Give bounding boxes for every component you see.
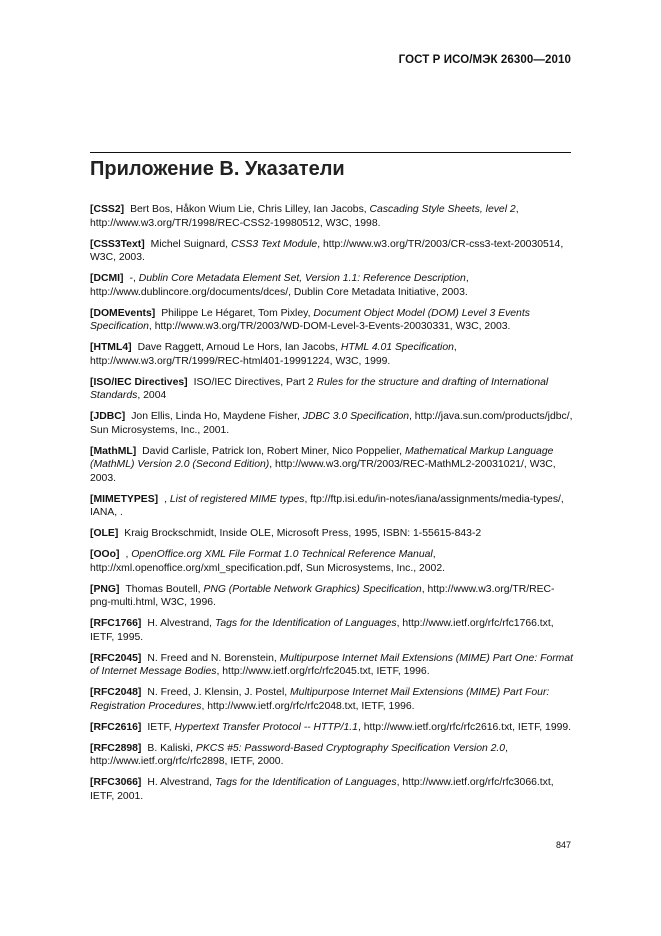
reference-title: List of registered MIME types [169, 493, 305, 505]
reference-item [90, 652, 575, 679]
reference-item [90, 376, 575, 403]
reference-item [90, 776, 575, 803]
reference-source: , http://java.sun.com/products/jdbc/, Sun Microsystems, Inc., 2001. [90, 411, 573, 436]
reference-key: [DOMEvents] [90, 307, 156, 319]
reference-text: H. Alvestrand, [147, 618, 215, 629]
reference-source: , http://www.ietf.org/rfc/rfc1766.txt, IETF, 1995. [90, 618, 554, 643]
reference-text: Michel Suignard, [150, 238, 231, 250]
reference-key: [RFC3066] [90, 777, 142, 788]
reference-item [90, 341, 575, 368]
reference-source: , http://www.ietf.org/rfc/rfc2048.txt, IETF, 1996. [201, 700, 415, 712]
reference-item [90, 583, 575, 610]
reference-key: [MIMETYPES] [90, 493, 159, 505]
reference-item [90, 238, 575, 265]
reference-source: , http://www.ietf.org/rfc/rfc2045.txt, IETF, 1996. [216, 666, 430, 677]
reference-title: Cascading Style Sheets, level 2 [369, 204, 516, 215]
reference-key: [OOo] [90, 549, 120, 560]
reference-title: Multipurpose Internet Mail Extensions (MIME) Part One: Format of Internet Message Bodies [90, 652, 574, 677]
reference-key: [RFC1766] [90, 618, 142, 629]
reference-title: Mathematical Markup Language (MathML) Version 2.0 (Second Edition) [90, 445, 554, 470]
reference-title: HTML 4.01 Specification [340, 342, 454, 353]
reference-source: , http://www.ietf.org/rfc/rfc2898, IETF, 2000. [90, 742, 508, 767]
reference-text: , [164, 493, 170, 505]
reference-source: , http://www.w3.org/TR/2003/WD-DOM-Level-3-Events-20030331, W3C, 2003. [148, 321, 511, 332]
reference-title: Multipurpose Internet Mail Extensions (MIME) Part Four: Registration Procedures [90, 687, 550, 712]
title-rule [90, 152, 571, 153]
reference-item [90, 445, 575, 486]
reference-source: , http://www.dublincore.org/documents/dces/, Dublin Core Metadata Initiative, 2003. [90, 273, 469, 298]
reference-item [90, 307, 575, 334]
reference-text: -, [129, 273, 139, 284]
reference-item [90, 686, 575, 713]
reference-source: , http://www.ietf.org/rfc/rfc2616.txt, IETF, 1999. [357, 721, 572, 733]
page-number: 847 [555, 840, 571, 850]
reference-text: Dave Raggett, Arnoud Le Hors, Ian Jacobs, [137, 342, 341, 353]
reference-source: , ftp://ftp.isi.edu/in-notes/iana/assignments/media-types/, IANA, . [90, 493, 564, 518]
reference-text: B. Kaliski, [147, 742, 196, 754]
reference-title: Hypertext Transfer Protocol -- HTTP/1.1 [174, 721, 358, 733]
reference-text: Philippe Le Hégaret, Tom Pixley, [161, 307, 314, 319]
reference-title: OpenOffice.org XML File Format 1.0 Technical Reference Manual [131, 549, 433, 560]
reference-title: Dublin Core Metadata Element Set, Version 1.1: Reference Description [138, 273, 466, 284]
reference-text: David Carlisle, Patrick Ion, Robert Miner, Nico Poppelier, [142, 445, 405, 457]
reference-text: ISO/IEC Directives, Part 2 [193, 376, 317, 388]
reference-key: [MathML] [90, 445, 137, 457]
reference-item [90, 742, 575, 769]
reference-text: Bert Bos, Håkon Wium Lie, Chris Lilley, Ian Jacobs, [130, 204, 370, 215]
reference-key: [RFC2898] [90, 742, 142, 754]
reference-text: N. Freed and N. Borenstein, [147, 652, 280, 664]
page-title: Приложение В. Указатели [90, 158, 345, 180]
reference-title: Tags for the Identification of Languages [214, 618, 397, 629]
reference-text: N. Freed, J. Klensin, J. Postel, [147, 687, 291, 698]
reference-text: , [125, 549, 132, 560]
reference-text: H. Alvestrand, [147, 777, 215, 788]
reference-source: , http://www.w3.org/TR/2003/REC-MathML2-20031021/, W3C, 2003. [90, 459, 556, 484]
reference-item [90, 272, 575, 299]
reference-item [90, 527, 575, 541]
reference-key: [DCMI] [90, 273, 124, 284]
reference-title: CSS3 Text Module [230, 238, 318, 250]
reference-title: Tags for the Identification of Languages [214, 777, 397, 788]
reference-title: Rules for the structure and drafting of International Standards [90, 376, 549, 401]
reference-key: [CSS3Text] [90, 238, 145, 250]
reference-key: [CSS2] [90, 204, 125, 215]
reference-source: , http://xml.openoffice.org/xml_specification.pdf, Sun Microsystems, Inc., 2002. [90, 549, 445, 574]
reference-key: [HTML4] [90, 342, 132, 353]
reference-item [90, 548, 575, 575]
reference-key: [PNG] [90, 583, 120, 595]
reference-source: , http://www.w3.org/TR/2003/CR-css3-text-20030514, W3C, 2003. [90, 238, 564, 263]
reference-source: , http://www.w3.org/TR/1999/REC-html401-19991224, W3C, 1999. [90, 342, 457, 367]
reference-item [90, 617, 575, 644]
reference-source: , http://www.ietf.org/rfc/rfc3066.txt, IETF, 2001. [90, 777, 554, 802]
running-header: ГОСТ Р ИСО/МЭК 26300—2010 [398, 54, 571, 66]
reference-source: , http://www.w3.org/TR/REC-png-multi.html, W3C, 1996. [90, 583, 555, 608]
reference-key: [OLE] [90, 528, 119, 539]
reference-text: IETF, [147, 721, 175, 733]
reference-key: [ISO/IEC Directives] [90, 376, 188, 388]
reference-source: , 2004 [137, 390, 167, 401]
reference-text: Jon Ellis, Linda Ho, Maydene Fisher, [131, 411, 303, 422]
reference-title: Document Object Model (DOM) Level 3 Events Specification [90, 307, 530, 332]
reference-item [90, 721, 575, 735]
reference-item [90, 410, 575, 437]
reference-text: Kraig Brockschmidt, Inside OLE, Microsoft Press, 1995, ISBN: 1-55615-843-2 [124, 528, 482, 539]
reference-title: PKCS #5: Password-Based Cryptography Specification Version 2.0 [195, 742, 506, 754]
reference-key: [RFC2045] [90, 652, 142, 664]
reference-key: [RFC2616] [90, 721, 142, 733]
reference-title: JDBC 3.0 Specification [302, 411, 410, 422]
reference-source: , http://www.w3.org/TR/1998/REC-CSS2-19980512, W3C, 1998. [90, 204, 519, 229]
reference-text: Thomas Boutell, [125, 583, 204, 595]
reference-title: PNG (Portable Network Graphics) Specification [203, 583, 422, 595]
reference-list [90, 203, 575, 811]
reference-item [90, 203, 575, 230]
reference-key: [JDBC] [90, 411, 126, 422]
reference-key: [RFC2048] [90, 687, 142, 698]
reference-item [90, 493, 575, 520]
